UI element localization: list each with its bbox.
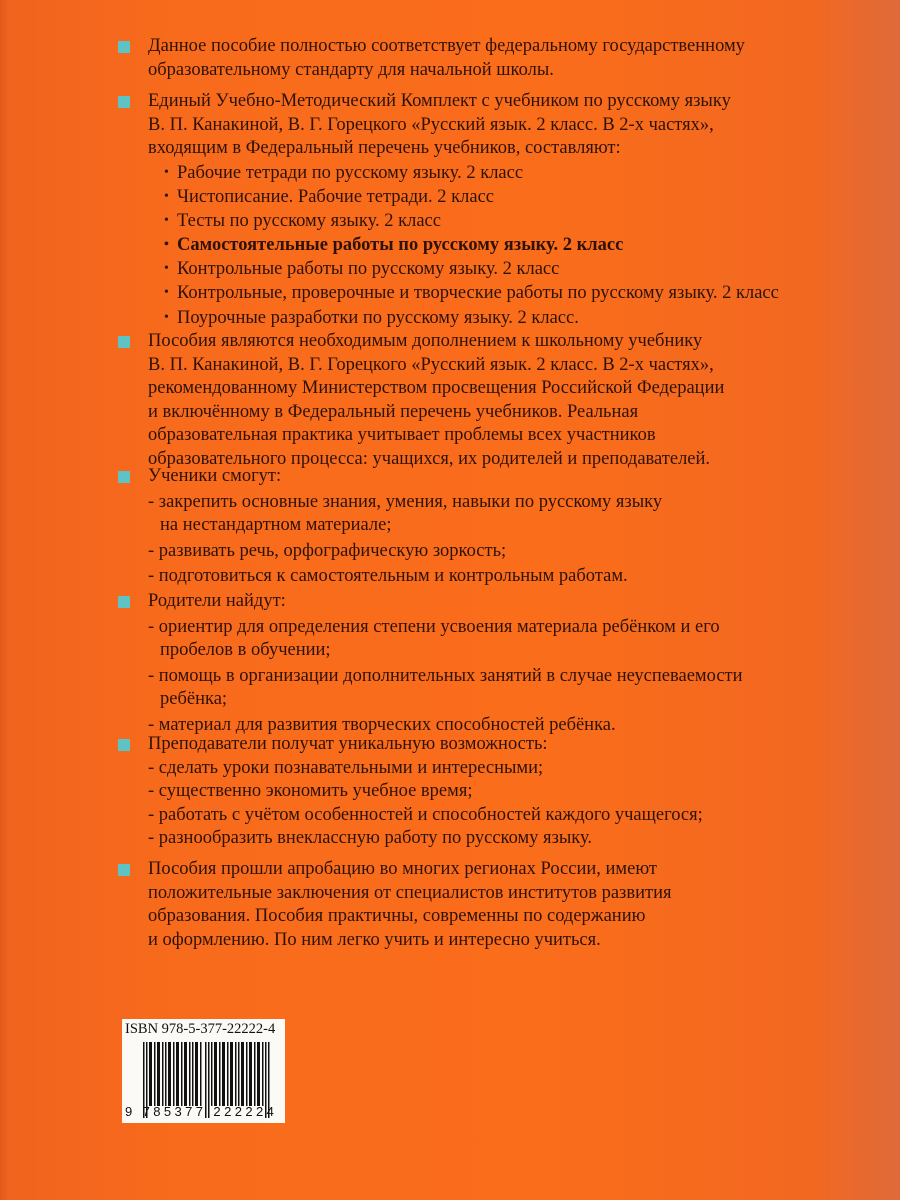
bullet-dot-icon: •: [164, 188, 169, 204]
barcode-digits: 9 785377 222224: [125, 1104, 278, 1119]
dash-list-item: - разнообразить внеклассную работу по русскому языку.: [148, 828, 593, 848]
square-bullet-icon: [118, 96, 130, 108]
section-heading: Ученики смогут:: [148, 466, 282, 486]
list-item: • Рабочие тетради по русскому языку. 2 класс: [148, 161, 828, 185]
list-item: • Чистописание. Рабочие тетради. 2 класс: [148, 185, 828, 209]
square-bullet-icon: [118, 596, 130, 608]
paragraph-line: Данное пособие полностью соответствует федеральному государственному: [148, 36, 745, 56]
bullet-dot-icon: •: [164, 309, 169, 325]
list-item: • Поурочные разработки по русскому языку. 2 класс.: [148, 306, 828, 330]
list-item: • Контрольные работы по русскому языку. 2 класс: [148, 257, 828, 281]
paragraph-line: входящим в Федеральный перечень учебников, составляют:: [148, 138, 621, 158]
paragraph-line: и оформлению. По ним легко учить и интересно учиться.: [148, 929, 601, 950]
square-bullet-icon: [118, 864, 130, 876]
paragraph-line: В. П. Канакиной, В. Г. Горецкого «Русский язык. 2 класс. В 2-х частях»,: [148, 354, 714, 375]
paragraph-line: образовательная практика учитывает проблемы всех участников: [148, 425, 656, 445]
dash-list-item: - помощь в организации дополнительных занятий в случае неуспеваемости ребёнка;: [148, 665, 743, 709]
square-bullet-icon: [118, 41, 130, 53]
dash-list-item: - закрепить основные знания, умения, навыки по русскому языку на нестандартном материале;: [148, 491, 663, 535]
bullet-dot-icon: •: [164, 237, 169, 253]
dash-list-item: - развивать речь, орфографическую зоркость;: [148, 540, 507, 561]
isbn-label: ISBN 978-5-377-22222-4: [125, 1021, 276, 1037]
dash-list-item: - работать с учётом особенностей и способностей каждого учащегося;: [148, 804, 703, 825]
bullet-dot-icon: •: [164, 285, 169, 301]
paragraph-line: положительные заключения от специалистов институтов развития: [148, 882, 672, 903]
square-bullet-icon: [118, 471, 130, 483]
paragraph-line: Единый Учебно-Методический Комплект с учебником по русскому языку: [148, 91, 731, 111]
bullet-dot-icon: •: [164, 212, 169, 228]
paragraph-line: В. П. Канакиной, В. Г. Горецкого «Русский язык. 2 класс. В 2-х частях»,: [148, 114, 714, 135]
dash-list-item: - сделать уроки познавательными и интересными;: [148, 757, 544, 778]
paragraph-line: образования. Пособия практичны, современны по содержанию: [148, 906, 646, 926]
list-item: • Контрольные, проверочные и творческие работы по русскому языку. 2 класс: [148, 281, 828, 305]
paragraph-line: образовательному стандарту для начальной школы.: [148, 59, 554, 80]
isbn-barcode-panel: [122, 1019, 285, 1123]
paragraph-line: образовательного процесса: учащихся, их родителей и преподавателей.: [148, 448, 711, 469]
dash-list-item: - подготовиться к самостоятельным и контрольным работам.: [148, 566, 628, 586]
list-item-highlighted: • Самостоятельные работы по русскому языку. 2 класс: [148, 233, 828, 257]
dash-list-item: - материал для развития творческих способностей ребёнка.: [148, 714, 616, 735]
umk-book-list: [148, 161, 828, 330]
bullet-dot-icon: •: [164, 261, 169, 277]
bullet-dot-icon: •: [164, 164, 169, 180]
paragraph-line: Пособия являются необходимым дополнением к школьному учебнику: [148, 331, 703, 351]
paragraph-line: рекомендованному Министерством просвещения Российской Федерации: [148, 378, 725, 398]
square-bullet-icon: [118, 336, 130, 348]
section-heading: Родители найдут:: [148, 591, 286, 611]
paragraph-line: Пособия прошли апробацию во многих регионах России, имеют: [148, 859, 658, 879]
paragraph-line: и включённому в Федеральный перечень учебников. Реальная: [148, 401, 639, 422]
dash-list-item: - ориентир для определения степени усвоения материала ребёнком и его пробелов в обучении;: [148, 616, 720, 660]
section-heading: Преподаватели получат уникальную возможность:: [148, 734, 548, 754]
list-item: • Тесты по русскому языку. 2 класс: [148, 209, 828, 233]
square-bullet-icon: [118, 739, 130, 751]
dash-list-item: - существенно экономить учебное время;: [148, 781, 473, 801]
